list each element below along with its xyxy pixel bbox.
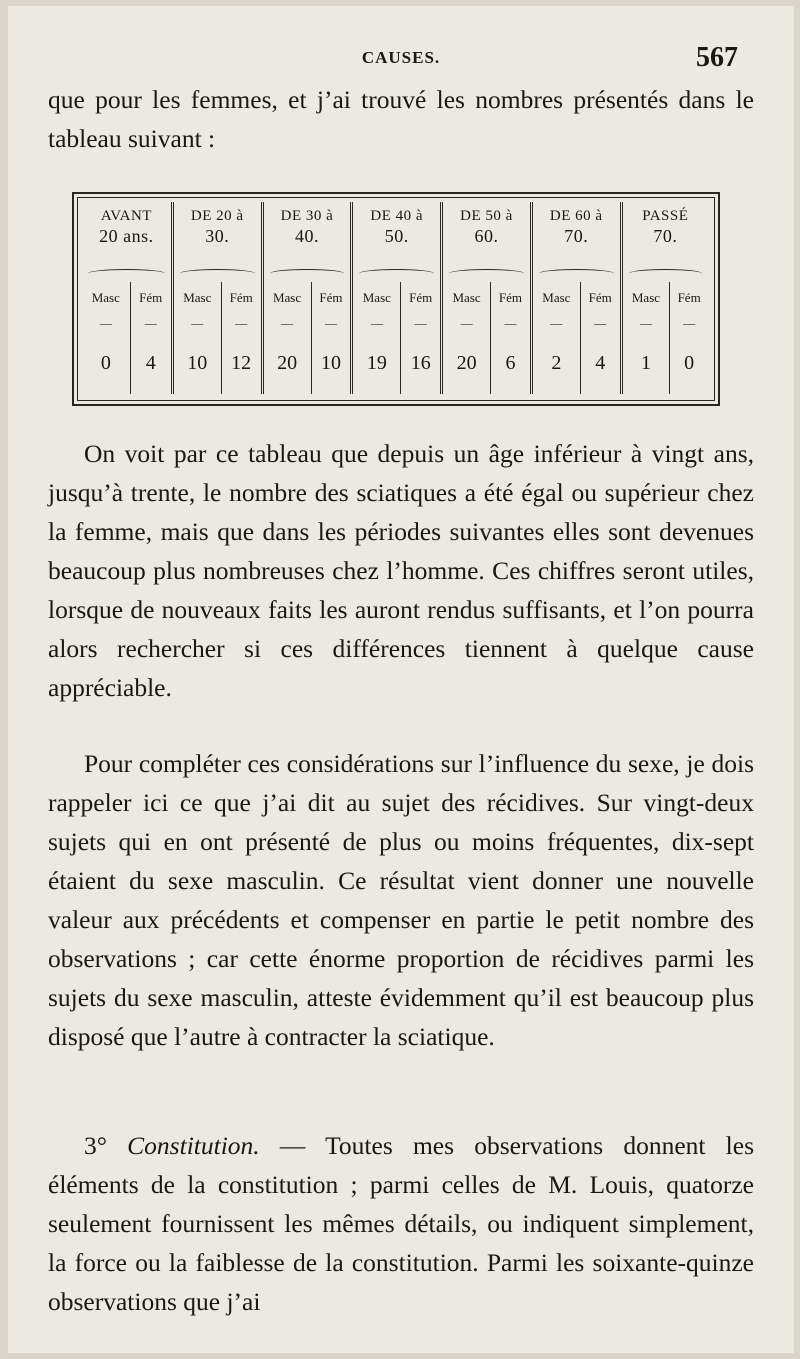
- age-group-line2: 40.: [294, 226, 319, 246]
- dash-cell: —: [670, 314, 708, 333]
- paragraph-3-text: — Toutes mes observations donnent les éléments de la constitution ; parmi celles de M. Louis, quatorze seulement fournissent les mêmes détails, ou indiquent simplement, la force ou la faiblesse de la constitution. Parmi les soixante-quinze observations que j’ai: [48, 1131, 755, 1316]
- brace-cell: [82, 265, 172, 282]
- paragraph-1-text: On voit par ce tableau que depuis un âge inférieur à vingt ans, jusqu’à trente, le nombre des sciatiques a été égal ou supérieur chez la femme, mais que dans les périodes suivantes elles sont devenues beaucoup plus nombreuses chez l’homme. Ces chiffres seront utiles, lorsque de nouveaux faits les auront rendus suffisants, et l’on pourra alors rechercher si ces différences tiennent à quelque cause appréciable.: [48, 439, 754, 702]
- age-group-line1: DE 20 à: [190, 208, 244, 224]
- fem-header: Fém: [130, 282, 172, 314]
- paragraph-3: [48, 1126, 754, 1321]
- dash-cell: —: [311, 314, 352, 333]
- intro-text: que pour les femmes, et j’ai trouvé les nombres présentés dans le tableau suivant :: [48, 85, 754, 153]
- masc-value: 0: [100, 352, 111, 375]
- age-group-line1: DE 40 à: [370, 208, 424, 224]
- paragraph-2-text: Pour compléter ces considérations sur l’influence du sexe, je dois rappeler ici ce que j’ai dit au sujet des récidives. Sur vingt-deux sujets qui en ont présenté de plus ou moins fréquentes, dix-sept étaient du sexe masculin. Ce résultat vient donner une nouvelle valeur aux précédents et compenser en partie le petit nombre des observations ; car cette énorme proportion de récidives parmi les sujets du sexe masculin, atteste évidemment qu’il est beaucoup plus disposé que l’autre à contracter la sciatique.: [48, 749, 754, 1051]
- dash-cell: —: [221, 314, 262, 333]
- age-group-line2: 50.: [384, 226, 409, 246]
- fem-value: 16: [401, 334, 442, 394]
- brace-mark: [88, 269, 165, 278]
- page-number: 567: [696, 42, 738, 73]
- age-group-header: [442, 202, 532, 265]
- fem-value: 10: [311, 334, 352, 394]
- running-head: CAUSES.: [361, 48, 441, 67]
- age-group-line1: DE 30 à: [280, 208, 334, 224]
- brace-mark: [629, 269, 702, 278]
- fem-header: Fém: [491, 282, 532, 314]
- age-group-header: [172, 202, 262, 265]
- age-group-line2: 70.: [564, 226, 589, 246]
- brace-cell: [352, 265, 442, 282]
- age-group-line1: DE 60 à: [549, 208, 603, 224]
- brace-cell: [262, 265, 352, 282]
- age-group-line2: 30.: [205, 226, 230, 246]
- age-group-line1: AVANT: [100, 208, 152, 224]
- age-group-header: [531, 202, 621, 265]
- age-group-header: [262, 202, 352, 265]
- brace-cell: [442, 265, 532, 282]
- dash-cell: —: [401, 314, 442, 333]
- fem-value: 4: [580, 334, 621, 394]
- masc-value: 20: [262, 334, 311, 394]
- dash-cell: —: [352, 314, 401, 333]
- book-page: [8, 6, 794, 1353]
- masc-header: Masc: [531, 282, 580, 314]
- masc-value: 1: [621, 334, 670, 394]
- brace-cell: [621, 265, 708, 282]
- page-header: [8, 44, 794, 84]
- masc-value: 20: [442, 334, 491, 394]
- dash-cell: —: [580, 314, 621, 333]
- age-sex-table: [72, 192, 720, 406]
- age-group-line1: DE 50 à: [460, 208, 513, 224]
- masc-value: 2: [531, 334, 580, 394]
- fem-header: Fém: [580, 282, 621, 314]
- fem-value: 12: [221, 334, 262, 394]
- brace-mark: [180, 269, 255, 278]
- age-table-grid: [82, 202, 708, 394]
- fem-header: Fém: [401, 282, 442, 314]
- masc-header: Masc: [262, 282, 311, 314]
- brace-mark: [539, 269, 614, 278]
- brace-cell: [172, 265, 262, 282]
- age-group-header: [352, 202, 442, 265]
- dash-cell: —: [531, 314, 580, 333]
- fem-value: 4: [130, 334, 172, 394]
- masc-value: 10: [172, 334, 221, 394]
- fem-header: Fém: [221, 282, 262, 314]
- intro-paragraph: [48, 80, 754, 158]
- age-group-line1: PASSÉ: [642, 208, 689, 224]
- dash-cell: —: [130, 314, 172, 333]
- age-group-line2: 20 ans.: [99, 226, 154, 246]
- age-group-line2: 70.: [653, 226, 678, 246]
- masc-header: Masc: [352, 282, 401, 314]
- dash-cell: —: [442, 314, 491, 333]
- dash-cell: —: [172, 314, 221, 333]
- age-group-header: [82, 202, 172, 265]
- brace-mark: [449, 269, 524, 278]
- masc-header: Masc: [91, 289, 120, 305]
- age-group-line2: 60.: [474, 226, 499, 246]
- fem-header: Fém: [670, 282, 708, 314]
- age-group-header: [621, 202, 708, 265]
- section-number: 3°: [84, 1131, 107, 1160]
- masc-header: Masc: [621, 282, 670, 314]
- brace-mark: [359, 269, 434, 278]
- dash-cell: —: [99, 316, 112, 331]
- masc-value: 19: [352, 334, 401, 394]
- fem-value: 0: [670, 334, 708, 394]
- masc-header: Masc: [172, 282, 221, 314]
- paragraph-1: [48, 434, 754, 707]
- paragraph-2: [48, 744, 754, 1056]
- dash-cell: —: [491, 314, 532, 333]
- fem-value: 6: [491, 334, 532, 394]
- dash-cell: —: [621, 314, 670, 333]
- masc-header: Masc: [442, 282, 491, 314]
- brace-cell: [531, 265, 621, 282]
- dash-cell: —: [262, 314, 311, 333]
- brace-mark: [270, 269, 345, 278]
- fem-header: Fém: [311, 282, 352, 314]
- section-heading: Constitution.: [127, 1131, 260, 1160]
